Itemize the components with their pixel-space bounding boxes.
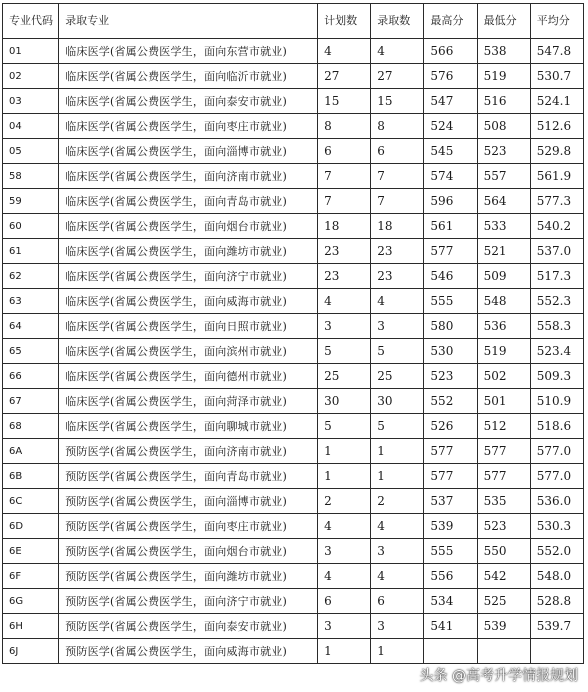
cell-code: 64 [3,314,59,339]
cell-max-score: 547 [424,89,477,114]
cell-plan-count: 23 [318,239,371,264]
cell-code: 6D [3,514,59,539]
cell-avg-score: 547.8 [530,39,583,64]
cell-avg-score: 530.7 [530,64,583,89]
table-row [3,339,584,364]
table-row [3,514,584,539]
cell-min-score: 512 [477,414,530,439]
cell-admitted-count: 2 [371,489,424,514]
header-code: 专业代码 [3,4,59,39]
cell-plan-count: 15 [318,89,371,114]
cell-min-score: 502 [477,364,530,389]
cell-admitted-count: 18 [371,214,424,239]
cell-major: 预防医学(省属公费医学生，面向济南市就业) [59,439,318,464]
cell-avg-score: 558.3 [530,314,583,339]
cell-plan-count: 1 [318,464,371,489]
cell-min-score: 564 [477,189,530,214]
cell-avg-score: 540.2 [530,214,583,239]
table-row [3,614,584,639]
cell-code: 65 [3,339,59,364]
cell-plan-count: 8 [318,114,371,139]
cell-major: 临床医学(省属公费医学生，面向泰安市就业) [59,89,318,114]
cell-admitted-count: 6 [371,139,424,164]
cell-major: 临床医学(省属公费医学生，面向日照市就业) [59,314,318,339]
cell-max-score: 561 [424,214,477,239]
cell-max-score: 546 [424,264,477,289]
table-row [3,189,584,214]
cell-plan-count: 3 [318,314,371,339]
cell-code: 6J [3,639,59,664]
header-avg-score: 平均分 [530,4,583,39]
cell-admitted-count: 1 [371,639,424,664]
cell-major: 预防医学(省属公费医学生，面向泰安市就业) [59,614,318,639]
cell-plan-count: 18 [318,214,371,239]
cell-major: 预防医学(省属公费医学生，面向淄博市就业) [59,489,318,514]
table-row [3,464,584,489]
cell-plan-count: 4 [318,289,371,314]
cell-plan-count: 3 [318,614,371,639]
cell-plan-count: 2 [318,489,371,514]
cell-avg-score: 510.9 [530,389,583,414]
table-row [3,214,584,239]
cell-avg-score: 530.3 [530,514,583,539]
cell-min-score: 548 [477,289,530,314]
header-row [3,4,584,39]
cell-min-score: 550 [477,539,530,564]
cell-max-score: 545 [424,139,477,164]
cell-min-score: 519 [477,64,530,89]
cell-major: 预防医学(省属公费医学生，面向潍坊市就业) [59,564,318,589]
cell-code: 02 [3,64,59,89]
cell-plan-count: 7 [318,189,371,214]
cell-avg-score: 524.1 [530,89,583,114]
cell-admitted-count: 5 [371,339,424,364]
table-header [3,4,584,39]
cell-max-score: 577 [424,239,477,264]
cell-plan-count: 27 [318,64,371,89]
cell-major: 临床医学(省属公费医学生，面向聊城市就业) [59,414,318,439]
cell-plan-count: 1 [318,639,371,664]
cell-admitted-count: 5 [371,414,424,439]
cell-min-score: 516 [477,89,530,114]
watermark: 头条 @高考升学情报规划 [419,668,578,684]
cell-admitted-count: 23 [371,264,424,289]
cell-major: 临床医学(省属公费医学生，面向烟台市就业) [59,214,318,239]
cell-min-score: 501 [477,389,530,414]
cell-min-score: 519 [477,339,530,364]
table-row [3,439,584,464]
cell-major: 临床医学(省属公费医学生，面向淄博市就业) [59,139,318,164]
cell-avg-score: 536.0 [530,489,583,514]
cell-plan-count: 6 [318,139,371,164]
cell-min-score: 577 [477,464,530,489]
cell-avg-score [530,639,583,664]
cell-avg-score: 577.0 [530,439,583,464]
table-body [3,39,584,664]
header-plan-count: 计划数 [318,4,371,39]
admission-table [2,3,584,664]
cell-avg-score: 518.6 [530,414,583,439]
cell-plan-count: 6 [318,589,371,614]
cell-max-score: 580 [424,314,477,339]
table-row [3,589,584,614]
cell-major: 临床医学(省属公费医学生，面向威海市就业) [59,289,318,314]
cell-max-score: 577 [424,464,477,489]
cell-major: 临床医学(省属公费医学生，面向临沂市就业) [59,64,318,89]
cell-admitted-count: 7 [371,189,424,214]
cell-code: 6B [3,464,59,489]
table-row [3,639,584,664]
cell-avg-score: 552.0 [530,539,583,564]
cell-admitted-count: 1 [371,464,424,489]
cell-plan-count: 7 [318,164,371,189]
cell-min-score: 542 [477,564,530,589]
cell-major: 临床医学(省属公费医学生，面向菏泽市就业) [59,389,318,414]
cell-code: 6F [3,564,59,589]
cell-min-score: 557 [477,164,530,189]
cell-plan-count: 4 [318,39,371,64]
cell-max-score: 530 [424,339,477,364]
cell-major: 预防医学(省属公费医学生，面向威海市就业) [59,639,318,664]
cell-major: 预防医学(省属公费医学生，面向枣庄市就业) [59,514,318,539]
cell-max-score: 577 [424,439,477,464]
cell-code: 03 [3,89,59,114]
cell-major: 临床医学(省属公费医学生，面向东营市就业) [59,39,318,64]
cell-plan-count: 23 [318,264,371,289]
header-min-score: 最低分 [477,4,530,39]
cell-max-score: 566 [424,39,477,64]
cell-admitted-count: 4 [371,39,424,64]
cell-code: 6H [3,614,59,639]
table-row [3,139,584,164]
cell-plan-count: 5 [318,414,371,439]
cell-min-score: 536 [477,314,530,339]
table-row [3,89,584,114]
cell-avg-score: 552.3 [530,289,583,314]
table-row [3,264,584,289]
cell-major: 临床医学(省属公费医学生，面向潍坊市就业) [59,239,318,264]
cell-max-score: 574 [424,164,477,189]
cell-max-score: 523 [424,364,477,389]
cell-max-score: 524 [424,114,477,139]
cell-admitted-count: 30 [371,389,424,414]
cell-code: 60 [3,214,59,239]
cell-code: 62 [3,264,59,289]
cell-min-score: 509 [477,264,530,289]
table-row [3,314,584,339]
cell-avg-score: 577.3 [530,189,583,214]
cell-avg-score: 548.0 [530,564,583,589]
cell-code: 67 [3,389,59,414]
cell-avg-score: 537.0 [530,239,583,264]
cell-major: 预防医学(省属公费医学生，面向烟台市就业) [59,539,318,564]
table-row [3,289,584,314]
table-row [3,489,584,514]
cell-min-score: 523 [477,514,530,539]
cell-major: 临床医学(省属公费医学生，面向枣庄市就业) [59,114,318,139]
cell-min-score: 535 [477,489,530,514]
cell-code: 68 [3,414,59,439]
cell-max-score: 541 [424,614,477,639]
cell-max-score [424,639,477,664]
cell-code: 05 [3,139,59,164]
cell-max-score: 526 [424,414,477,439]
cell-admitted-count: 4 [371,514,424,539]
cell-plan-count: 4 [318,564,371,589]
cell-avg-score: 517.3 [530,264,583,289]
cell-avg-score: 561.9 [530,164,583,189]
cell-admitted-count: 1 [371,439,424,464]
cell-min-score: 538 [477,39,530,64]
table-row [3,114,584,139]
cell-min-score: 525 [477,589,530,614]
cell-max-score: 552 [424,389,477,414]
cell-max-score: 596 [424,189,477,214]
cell-admitted-count: 3 [371,614,424,639]
cell-admitted-count: 3 [371,539,424,564]
cell-max-score: 576 [424,64,477,89]
table-row [3,164,584,189]
cell-max-score: 537 [424,489,477,514]
cell-avg-score: 529.8 [530,139,583,164]
cell-admitted-count: 23 [371,239,424,264]
cell-admitted-count: 15 [371,89,424,114]
cell-code: 58 [3,164,59,189]
cell-max-score: 555 [424,539,477,564]
cell-plan-count: 25 [318,364,371,389]
cell-admitted-count: 3 [371,314,424,339]
cell-major: 临床医学(省属公费医学生，面向滨州市就业) [59,339,318,364]
cell-code: 6C [3,489,59,514]
cell-major: 临床医学(省属公费医学生，面向德州市就业) [59,364,318,389]
header-major: 录取专业 [59,4,318,39]
table-row [3,389,584,414]
header-max-score: 最高分 [424,4,477,39]
cell-avg-score: 528.8 [530,589,583,614]
cell-min-score: 521 [477,239,530,264]
cell-major: 临床医学(省属公费医学生，面向济宁市就业) [59,264,318,289]
table-row [3,364,584,389]
cell-plan-count: 30 [318,389,371,414]
cell-code: 61 [3,239,59,264]
cell-code: 59 [3,189,59,214]
cell-code: 6A [3,439,59,464]
cell-code: 6E [3,539,59,564]
cell-major: 临床医学(省属公费医学生，面向青岛市就业) [59,189,318,214]
cell-code: 04 [3,114,59,139]
cell-major: 预防医学(省属公费医学生，面向青岛市就业) [59,464,318,489]
cell-min-score [477,639,530,664]
cell-max-score: 555 [424,289,477,314]
cell-code: 63 [3,289,59,314]
cell-code: 6G [3,589,59,614]
cell-admitted-count: 4 [371,289,424,314]
cell-avg-score: 512.6 [530,114,583,139]
table-row [3,564,584,589]
cell-max-score: 539 [424,514,477,539]
cell-min-score: 577 [477,439,530,464]
table-row [3,414,584,439]
cell-plan-count: 3 [318,539,371,564]
cell-avg-score: 577.0 [530,464,583,489]
cell-admitted-count: 4 [371,564,424,589]
cell-plan-count: 4 [318,514,371,539]
cell-max-score: 556 [424,564,477,589]
cell-max-score: 534 [424,589,477,614]
cell-admitted-count: 8 [371,114,424,139]
cell-min-score: 523 [477,139,530,164]
cell-plan-count: 1 [318,439,371,464]
cell-code: 66 [3,364,59,389]
cell-avg-score: 539.7 [530,614,583,639]
cell-admitted-count: 25 [371,364,424,389]
table-row [3,239,584,264]
cell-min-score: 533 [477,214,530,239]
table-row [3,39,584,64]
table-row [3,64,584,89]
table-row [3,539,584,564]
header-admitted-count: 录取数 [371,4,424,39]
cell-code: 01 [3,39,59,64]
cell-min-score: 508 [477,114,530,139]
cell-major: 临床医学(省属公费医学生，面向济南市就业) [59,164,318,189]
cell-avg-score: 509.3 [530,364,583,389]
cell-avg-score: 523.4 [530,339,583,364]
cell-major: 预防医学(省属公费医学生，面向济宁市就业) [59,589,318,614]
cell-plan-count: 5 [318,339,371,364]
cell-admitted-count: 7 [371,164,424,189]
cell-min-score: 539 [477,614,530,639]
cell-admitted-count: 6 [371,589,424,614]
cell-admitted-count: 27 [371,64,424,89]
